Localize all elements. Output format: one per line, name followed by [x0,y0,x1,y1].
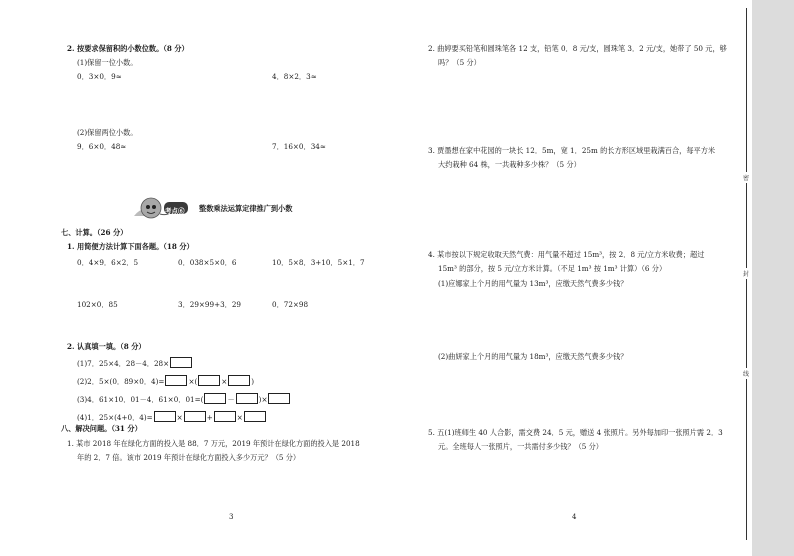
binding-mark-line: 线 [743,368,749,379]
r-q2-line1: 2. 曲婷要买铅笔和圆珠笔各 12 支，铅笔 0．8 元/支，圆珠笔 3．2 元/支，她带了 50 元，够 [428,44,727,53]
answer-box[interactable] [170,357,192,368]
q7-2-item-a [77,357,193,369]
q7-2-d-mul2: × [236,413,243,422]
q7-1-item-d: 102×0．85 [77,300,118,309]
r-q4-sub1: (1)应娜家上个月的用气量为 13m³，应缴天然气费多少钱？ [438,279,628,288]
q8-1-line1: 1. 某市 2018 年在绿化方面的投入是 88．7 万元，2019 年预计在绿化方面的投入是 2018 [67,439,360,448]
q7-2-a-text: (1)7．25×4．28－4．28× [77,359,170,368]
q7-1-item-e: 3．29×99+3．29 [178,300,242,309]
q2-title: 2. 按要求保留积的小数位数。（8 分） [67,44,189,53]
answer-box[interactable] [228,375,250,386]
banner-title: 整数乘法运算定律推广到小数 [199,204,293,213]
binding-mark-closed: 封 [743,268,749,279]
q7-2-d-mul1: × [176,413,183,422]
q2-item-b: 4．8×2．3≈ [272,72,317,81]
r-q4-line2: 15m³ 的部分，按 5 元/立方米计算。（不足 1m³ 按 1m³ 计算）（6 分） [438,264,667,273]
gray-side-strip [752,0,794,556]
answer-box[interactable] [214,411,236,422]
page-number-right: 4 [572,513,577,521]
r-q3-line1: 3. 贾墨想在家中花园的一块长 12．5m，宽 1．25m 的长方形区域里栽满百合，每平方米 [428,146,716,155]
r-q5-line1: 5. 五(1)班师生 40 人合影，需交费 24．5 元，赠送 4 张照片。另外每加印一张照片需 2．3 [428,428,723,437]
q7-2-title: 2. 认真填一填。（8 分） [67,342,146,351]
q2-sub1: (1)保留一位小数。 [77,58,138,67]
q7-1-item-c: 10．5×8．3+10．5×1．7 [272,258,365,267]
answer-box[interactable] [165,375,187,386]
section-8-title: 八、解决问题。（31 分） [61,424,142,433]
q7-2-b-end: ) [251,377,255,386]
answer-box[interactable] [154,411,176,422]
q2-item-a: 0．3×0．9≈ [77,72,122,81]
answer-box[interactable] [184,411,206,422]
q7-1-item-b: 0．038×5×0．6 [178,258,237,267]
q7-1-title: 1. 用简便方法计算下面各题。（18 分） [67,242,194,251]
q2-item-d: 7．16×0．34≈ [272,142,326,151]
q7-2-d-plus: + [206,413,213,422]
page-number-left: 3 [229,513,234,521]
r-q2-line2: 吗？（5 分） [438,58,481,67]
q7-2-item-b [77,375,254,387]
r-q5-line2: 元。全班每人一张照片，一共需付多少钱？（5 分） [438,442,603,451]
answer-box[interactable] [198,375,220,386]
section-7-title: 七、计算。（26 分） [61,228,128,237]
r-q4-line1: 4. 某市按以下规定收取天然气费：用气量不超过 15m³，按 2．8 元/立方米收费；超过 [428,250,705,259]
q7-2-c-text: (3)4．61×10．01－4．61×0．01=( [77,395,204,404]
q7-1-item-f: 0．72×98 [272,300,309,309]
binding-mark-seal: 密 [743,172,749,183]
r-q4-sub2: (2)曲妍家上个月的用气量为 18m³，应缴天然气费多少钱？ [438,352,628,361]
q8-1-line2: 年的 2．7 倍。该市 2019 年预计在绿化方面投入多少万元？（5 分） [77,453,301,462]
q2-sub2: (2)保留两位小数。 [77,128,138,137]
banner-badge-text: 考点⑥ [165,207,185,215]
q7-2-c-mid: － [227,395,235,404]
answer-box[interactable] [204,393,226,404]
q7-2-b-text: (2)2．5×(0．89×0．4)= [77,377,165,386]
q2-item-c: 9．6×0．48≈ [77,142,127,151]
q7-1-item-a: 0．4×9．6×2．5 [77,258,139,267]
q7-2-item-c [77,393,291,405]
q7-2-b-mid: ×( [188,377,198,386]
q7-2-d-text: (4)1．25×(4+0．4)= [77,413,153,422]
q7-2-item-d [77,411,267,423]
r-q3-line2: 大约栽种 64 株，一共栽种多少株？（5 分） [438,160,581,169]
answer-box[interactable] [244,411,266,422]
answer-box[interactable] [236,393,258,404]
q7-2-c-end: )× [258,395,268,404]
answer-box[interactable] [268,393,290,404]
q7-2-b-mul: × [221,377,228,386]
